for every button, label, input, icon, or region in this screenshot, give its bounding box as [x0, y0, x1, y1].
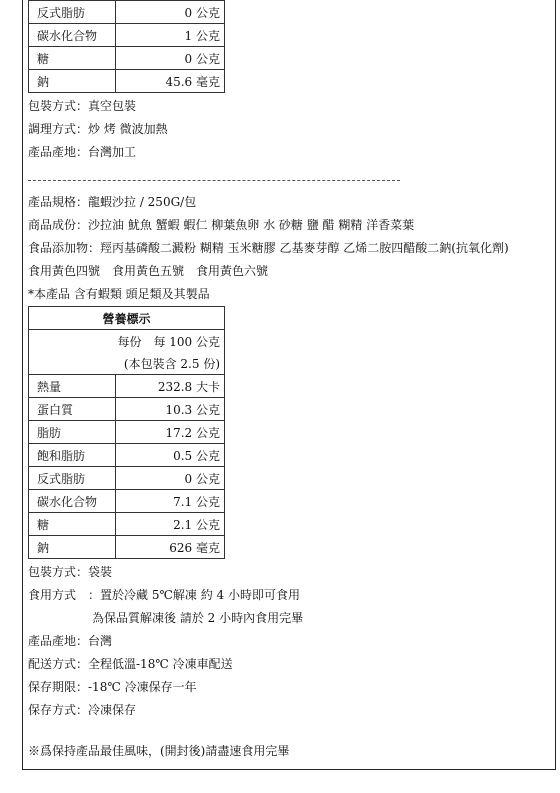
- cooking-line: 調理方式：炒 烤 微波加熱: [28, 122, 168, 136]
- ingredients-line: 商品成份：沙拉油 魷魚 蟹蝦 蝦仁 柳葉魚卵 水 砂糖 鹽 醋 糊精 洋香菜葉: [28, 218, 415, 232]
- nutrient-label: 鈉: [29, 536, 116, 559]
- nutrient-label: 反式脂肪: [29, 467, 116, 490]
- shelf-life-line: 保存期限：-18℃ 冷凍保存一年: [28, 680, 197, 694]
- table-row: [29, 490, 225, 513]
- nutrition-table-partial: [28, 0, 225, 93]
- nutrient-value: 0 公克: [116, 467, 225, 490]
- origin-line: 產品產地：台灣加工: [28, 145, 137, 159]
- table-row: [29, 513, 225, 536]
- nutrient-label: 糖: [29, 47, 116, 70]
- table-row: [29, 375, 225, 398]
- table-row: [29, 330, 225, 353]
- nutrient-label: 鈉: [29, 70, 116, 93]
- table-row: [29, 444, 225, 467]
- nutrient-label: 飽和脂肪: [29, 444, 116, 467]
- nutrition-facts-table: [28, 306, 225, 559]
- packaging-line: 包裝方式：袋裝: [28, 565, 113, 579]
- nutrient-label: 碳水化合物: [29, 490, 116, 513]
- pack-note: (本包裝含 2.5 份): [29, 352, 225, 375]
- per-serving-header: 每份 每 100 公克: [29, 330, 225, 353]
- table-row: [29, 421, 225, 444]
- document-frame: [22, 0, 556, 770]
- table-row: [29, 47, 225, 70]
- additives-line: 食品添加物：羥丙基磷酸二澱粉 糊精 玉米糖膠 乙基麥芽醇 乙烯二胺四醋酸二鈉(抗氧化劑): [28, 241, 509, 255]
- table-row: [29, 467, 225, 490]
- dashed-divider: [28, 170, 400, 181]
- delivery-line: 配送方式：全程低溫-18℃ 冷凍車配送: [28, 657, 233, 671]
- nutrient-label: 熱量: [29, 375, 116, 398]
- nutrient-label: 蛋白質: [29, 398, 116, 421]
- table-row: [29, 70, 225, 93]
- nutrient-value: 0 公克: [116, 1, 225, 24]
- nutrient-label: 碳水化合物: [29, 24, 116, 47]
- nutrient-value: 0.5 公克: [116, 444, 225, 467]
- nutrient-label: 脂肪: [29, 421, 116, 444]
- origin-line: 產品產地：台灣: [28, 634, 113, 648]
- storage-line: 保存方式：冷凍保存: [28, 703, 137, 717]
- table-row: [29, 536, 225, 559]
- nutrient-value: 10.3 公克: [116, 398, 225, 421]
- table-row: [29, 24, 225, 47]
- colors-line: 食用黃色四號 食用黃色五號 食用黃色六號: [28, 264, 269, 278]
- table-row: [29, 398, 225, 421]
- usage-line-2: 為保品質解凍後 請於 2 小時內食用完畢: [92, 611, 304, 625]
- nutrient-value: 2.1 公克: [116, 513, 225, 536]
- nutrient-value: 0 公克: [116, 47, 225, 70]
- table-row: [29, 352, 225, 375]
- nutrient-value: 17.2 公克: [116, 421, 225, 444]
- nutrient-label: 反式脂肪: [29, 1, 116, 24]
- table-row: [29, 307, 225, 330]
- nutrient-value: 626 毫克: [116, 536, 225, 559]
- packaging-line: 包裝方式：真空包裝: [28, 99, 137, 113]
- nutrition-title: 營養標示: [29, 307, 225, 330]
- nutrient-label: 糖: [29, 513, 116, 536]
- freshness-note: ※爲保持產品最佳風味，(開封後)請盡速食用完畢: [28, 744, 290, 758]
- nutrient-value: 1 公克: [116, 24, 225, 47]
- table-row: [29, 1, 225, 24]
- nutrient-value: 7.1 公克: [116, 490, 225, 513]
- nutrient-value: 232.8 大卡: [116, 375, 225, 398]
- spec-line: 產品規格：龍蝦沙拉 / 250G/包: [28, 195, 197, 209]
- allergen-line: *本產品 含有蝦類 頭足類及其製品: [28, 287, 210, 301]
- nutrient-value: 45.6 毫克: [116, 70, 225, 93]
- document-content: [28, 0, 548, 763]
- usage-line: 食用方式 ：置於冷藏 5℃解凍 約 4 小時即可食用: [28, 588, 300, 602]
